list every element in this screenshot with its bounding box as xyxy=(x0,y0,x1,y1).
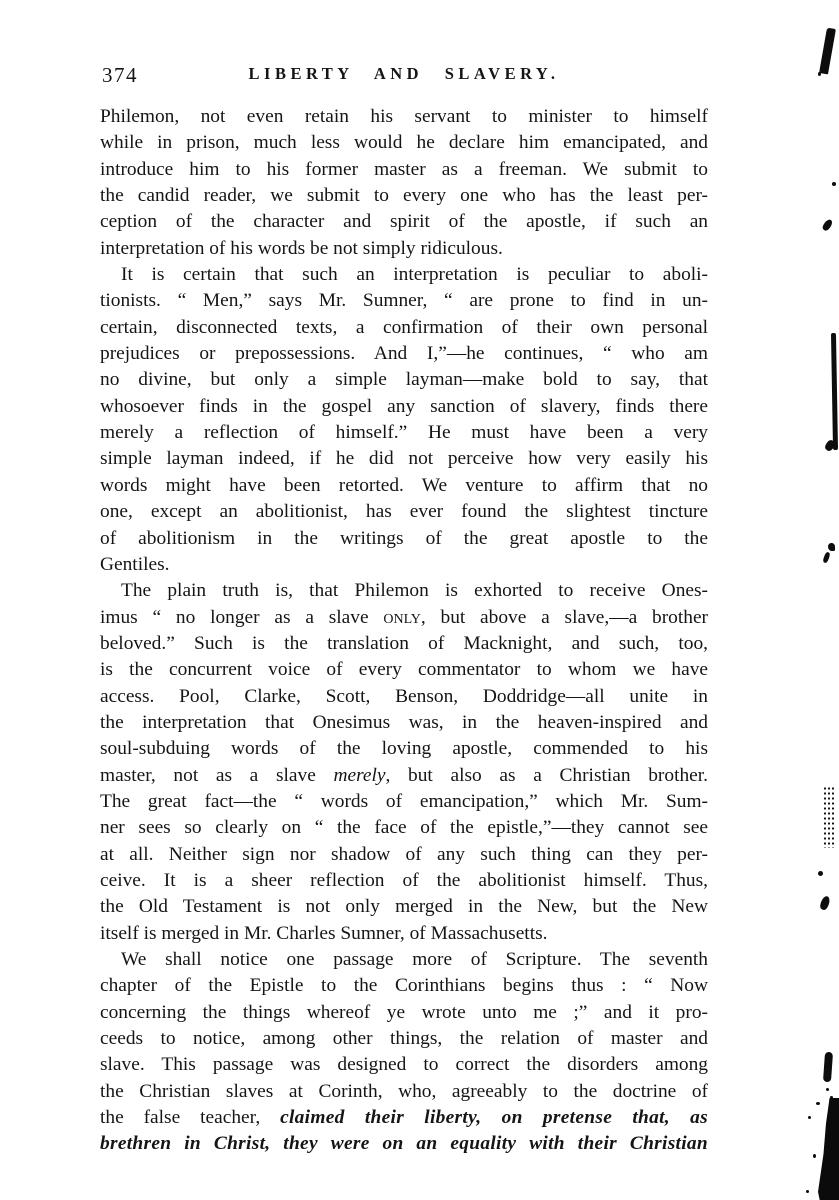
ink-smudge xyxy=(832,182,836,186)
paragraph xyxy=(100,578,708,947)
text-segment: Philemon, not even retain his servant to minister to himself xyxy=(100,106,708,127)
text-segment: while in prison, much less would he declare him emancipated, and xyxy=(100,132,708,154)
text-segment: , but above a slave,—a brother xyxy=(420,606,709,628)
ink-smudge xyxy=(822,551,830,563)
ink-smudge xyxy=(816,1102,820,1105)
page-number: 374 xyxy=(102,63,138,87)
ink-smudge xyxy=(821,218,834,232)
text-segment: soul-subduing words of the loving apostle, commended to his xyxy=(100,738,708,760)
text-line xyxy=(100,288,708,314)
ink-smudge xyxy=(806,1190,809,1193)
text-segment: merely a reflection of himself.” He must have been a very xyxy=(100,422,708,444)
text-segment: The plain truth is, that Philemon is exhorted to receive Ones- xyxy=(121,580,708,602)
text-segment: chapter of the Epistle to the Corinthians begins thus : “ Now xyxy=(100,975,708,997)
text-line xyxy=(100,552,708,578)
ink-smudge xyxy=(823,1052,833,1082)
text-line xyxy=(100,394,708,420)
text-line xyxy=(100,1052,708,1078)
text-segment: itself is merged in Mr. Charles Sumner, of Massachusetts. xyxy=(100,922,548,944)
text-segment: certain, disconnected texts, a confirmation of their own personal xyxy=(100,316,708,338)
ink-smudge xyxy=(819,28,836,75)
text-line xyxy=(100,973,708,999)
text-line xyxy=(100,1079,708,1105)
text-line xyxy=(100,868,708,894)
text-line xyxy=(100,736,708,762)
text-segment: concerning the things whereof ye wrote unto me ;” and it pro- xyxy=(100,1001,708,1023)
text-segment: It is certain that such an interpretation is peculiar to aboli- xyxy=(121,264,708,286)
ink-smudge xyxy=(828,543,835,551)
text-line xyxy=(100,1026,708,1052)
styled-text-segment: merely xyxy=(333,764,386,786)
text-line xyxy=(100,104,708,130)
text-line xyxy=(100,183,708,209)
text-line xyxy=(100,815,708,841)
text-segment: the Old Testament is not only merged in the New, but the New xyxy=(100,896,708,918)
page-header xyxy=(100,60,708,90)
text-line xyxy=(100,894,708,920)
paragraph xyxy=(100,104,708,262)
ink-smudge xyxy=(813,1154,816,1158)
text-line xyxy=(100,657,708,683)
text-line xyxy=(100,763,708,789)
text-line xyxy=(100,473,708,499)
text-segment: Gentiles. xyxy=(100,553,170,575)
text-line xyxy=(100,262,708,288)
text-segment: no divine, but only a simple layman—make bold to say, that xyxy=(100,369,708,391)
text-line xyxy=(100,1105,708,1131)
text-line xyxy=(100,1131,708,1157)
page-body xyxy=(100,104,708,1158)
text-segment: at all. Neither sign nor shadow of any such thing can they per- xyxy=(100,843,708,865)
text-segment: introduce him to his former master as a freeman. We submit to xyxy=(100,158,708,180)
styled-text-segment: claimed their liberty, on pretense that, as xyxy=(280,1107,708,1129)
text-segment: simple layman indeed, if he did not perceive how very easily his xyxy=(100,448,708,470)
text-line xyxy=(100,209,708,235)
text-line xyxy=(100,710,708,736)
paragraph xyxy=(100,262,708,578)
text-segment: one, except an abolitionist, has ever found the slightest tincture xyxy=(100,501,708,523)
text-segment: tionists. “ Men,” says Mr. Sumner, “ are prone to find in un- xyxy=(100,290,708,312)
text-segment: the interpretation that Onesimus was, in the heaven-inspired and xyxy=(100,711,708,733)
text-line xyxy=(100,157,708,183)
text-segment: ceeds to notice, among other things, the relation of master and xyxy=(100,1028,708,1050)
text-line xyxy=(100,921,708,947)
ink-smudge xyxy=(808,1116,811,1119)
text-segment: the false teacher, xyxy=(100,1107,281,1129)
text-segment: beloved.” Such is the translation of Macknight, and such, too, xyxy=(100,632,708,654)
text-segment: master, not as a slave xyxy=(100,764,334,786)
text-segment: ner sees so clearly on “ the face of the epistle,”—they cannot see xyxy=(100,817,708,839)
styled-text-segment: only xyxy=(383,606,421,628)
text-segment: The great fact—the “ words of emancipation,” which Mr. Sum- xyxy=(100,790,708,812)
text-line xyxy=(100,499,708,525)
text-segment: ceive. It is a sheer reflection of the abolitionist himself. Thus, xyxy=(100,869,708,891)
ink-smudge xyxy=(818,72,821,76)
text-line xyxy=(100,578,708,604)
text-segment: ception of the character and spirit of the apostle, if such an xyxy=(100,211,708,233)
text-line xyxy=(100,1000,708,1026)
text-line xyxy=(100,446,708,472)
text-segment: words might have been retorted. We venture to affirm that no xyxy=(100,474,708,496)
text-segment: , but also as a Christian brother. xyxy=(385,764,708,786)
text-line xyxy=(100,341,708,367)
text-line xyxy=(100,842,708,868)
text-line xyxy=(100,684,708,710)
ink-smudge xyxy=(831,333,838,450)
text-segment: interpretation of his words be not simply ridiculous. xyxy=(100,237,503,259)
ink-smudge xyxy=(818,1098,839,1200)
text-segment: access. Pool, Clarke, Scott, Benson, Doddridge—all unite in xyxy=(100,685,708,707)
text-segment: the Christian slaves at Corinth, who, agreeably to the doctrine of xyxy=(100,1080,708,1102)
ink-smudge xyxy=(823,786,834,848)
text-line xyxy=(100,367,708,393)
text-segment: We shall notice one passage more of Scripture. The seventh xyxy=(121,949,708,970)
text-line xyxy=(100,526,708,552)
text-line xyxy=(100,315,708,341)
text-line xyxy=(100,631,708,657)
text-segment: slave. This passage was designed to correct the disorders among xyxy=(100,1054,708,1076)
ink-smudge xyxy=(826,1088,829,1091)
text-line xyxy=(100,789,708,815)
text-line xyxy=(100,605,708,631)
text-segment: whosoever finds in the gospel any sanction of slavery, finds there xyxy=(100,395,708,417)
text-line xyxy=(100,420,708,446)
text-segment: prejudices or prepossessions. And I,”—he continues, “ who am xyxy=(100,343,708,365)
text-segment: is the concurrent voice of every commentator to whom we have xyxy=(100,659,708,681)
paragraph xyxy=(100,947,708,1158)
ink-smudge xyxy=(819,895,831,911)
text-segment: imus “ no longer as a slave xyxy=(100,606,384,628)
text-line xyxy=(100,947,708,973)
running-title: LIBERTY AND SLAVERY. xyxy=(248,64,560,83)
ink-smudge xyxy=(818,871,823,876)
text-line xyxy=(100,236,708,262)
text-segment: the candid reader, we submit to every one who has the least per- xyxy=(100,185,708,207)
styled-text-segment: brethren in Christ, they were on an equality with their Christian xyxy=(100,1133,708,1155)
text-segment: of abolitionism in the writings of the great apostle to the xyxy=(100,527,708,549)
text-line xyxy=(100,130,708,156)
